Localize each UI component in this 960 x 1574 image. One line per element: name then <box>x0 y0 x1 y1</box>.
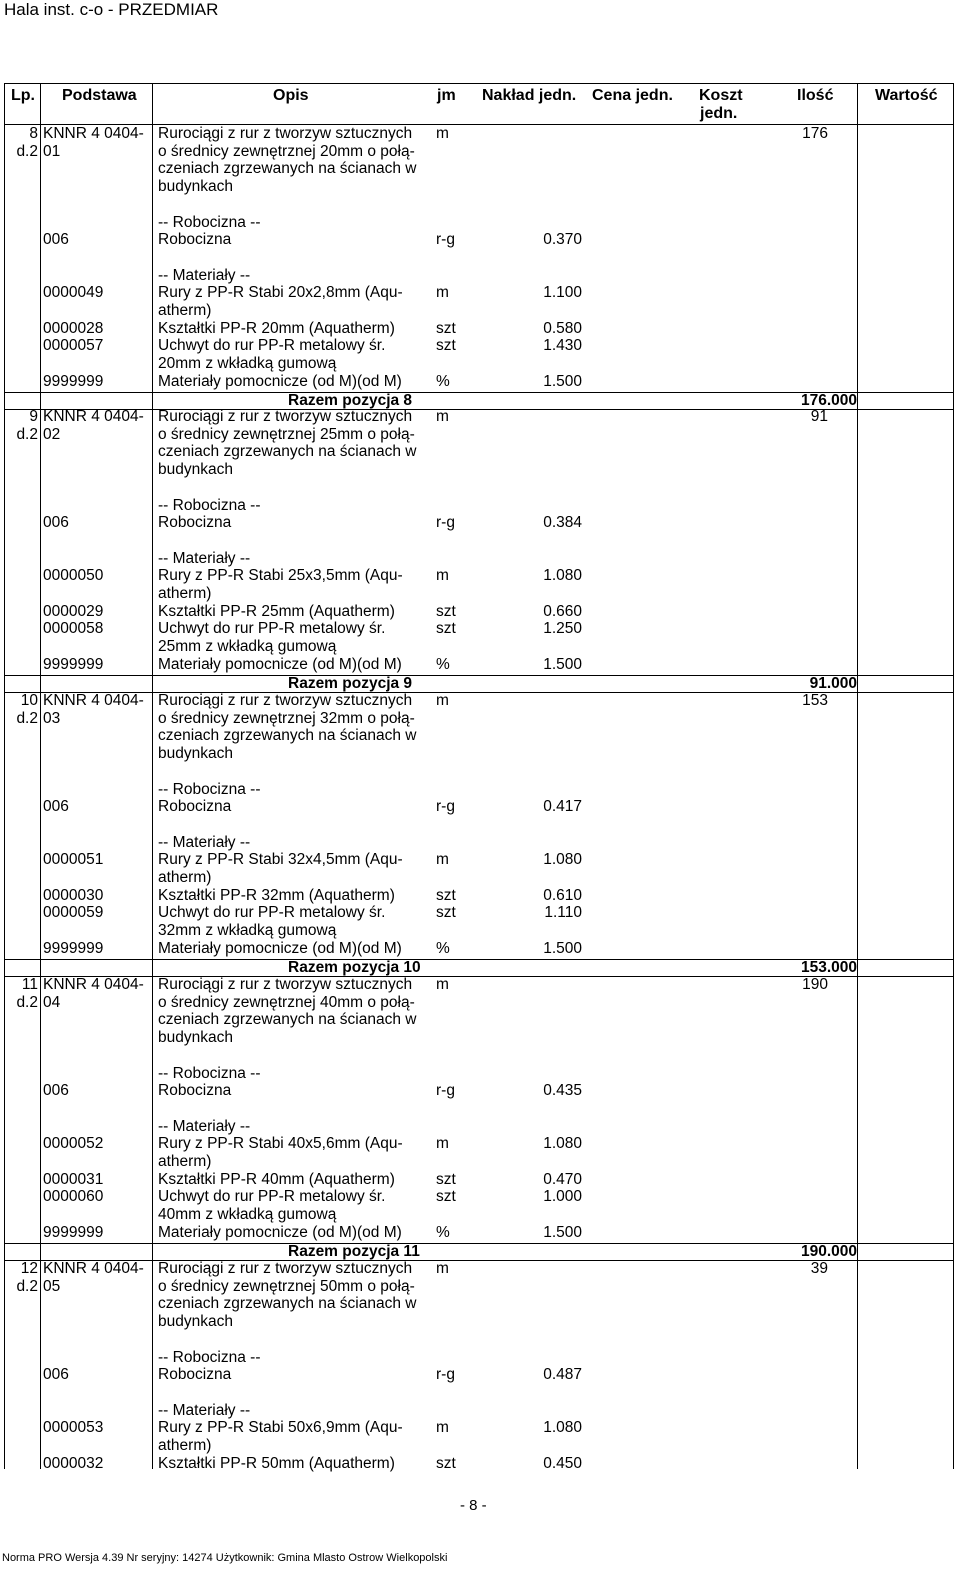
position-description: Rurociągi z rur z tworzyw sztucznych <box>158 976 413 993</box>
position-description: budynkach <box>158 1313 233 1331</box>
resource-code: 0000030 <box>43 886 104 904</box>
resource-code: 9999999 <box>43 655 104 673</box>
resource-code: 0000028 <box>43 319 104 337</box>
resource-name: Rury z PP-R Stabi 25x3,5mm (Aqu- <box>158 567 403 585</box>
position-quantity: 91 <box>810 408 828 425</box>
header-naklad: Nakład jedn. <box>482 87 577 104</box>
resource-unit: % <box>436 655 450 673</box>
resource-norm: 1.500 <box>543 372 582 390</box>
resource-unit: r-g <box>436 1082 455 1100</box>
resource-name: 40mm z wkładką gumową <box>158 1206 337 1224</box>
resource-unit: r-g <box>436 231 455 249</box>
resource-name: 25mm z wkładką gumową <box>158 638 337 656</box>
position-sub: d.2 <box>16 142 38 160</box>
position-description: budynkach <box>158 745 233 763</box>
table-header <box>4 83 954 125</box>
resource-code: 0000059 <box>43 904 104 922</box>
resource-norm: 1.500 <box>543 655 582 673</box>
resource-unit: szt <box>436 602 456 620</box>
position-basis-code: 04 <box>43 993 61 1011</box>
header-wartosc: Wartość <box>875 87 938 104</box>
resource-norm: 1.500 <box>543 939 582 957</box>
labor-section-header: -- Robocizna -- <box>158 496 261 514</box>
resource-name: atherm) <box>158 869 212 886</box>
resource-unit: szt <box>436 620 456 638</box>
position-number: 8 <box>29 125 38 142</box>
resource-name: Robocizna <box>158 231 232 249</box>
position-basis-code: 03 <box>43 709 61 727</box>
resource-unit: % <box>436 939 450 957</box>
position-basis-code: 05 <box>43 1277 61 1295</box>
resource-norm: 1.500 <box>543 1223 582 1241</box>
resource-code: 0000053 <box>43 1419 104 1437</box>
materials-section-header: -- Materiały -- <box>158 266 251 284</box>
materials-section-header: -- Materiały -- <box>158 1117 251 1135</box>
materials-section-header: -- Materiały -- <box>158 833 251 851</box>
resource-name: Uchwyt do rur PP-R metalowy śr. <box>158 620 386 638</box>
resource-name: atherm) <box>158 302 212 319</box>
position-description: budynkach <box>158 1029 233 1047</box>
document-title: Hala inst. c-o - PRZEDMIAR <box>4 0 219 19</box>
resource-norm: 0.487 <box>543 1366 582 1384</box>
resource-unit: m <box>436 284 449 302</box>
resource-code: 0000031 <box>43 1170 104 1188</box>
resource-code: 006 <box>43 1366 69 1384</box>
resource-norm: 1.250 <box>543 620 582 638</box>
header-cena: Cena jedn. <box>592 87 673 104</box>
resource-name: Kształtki PP-R 25mm (Aquatherm) <box>158 602 395 620</box>
position-sub: d.2 <box>16 1277 38 1295</box>
position-basis: KNNR 4 0404- <box>43 976 144 993</box>
position-description: czeniach zgrzewanych na ścianach w <box>158 160 417 178</box>
position-number: 11 <box>21 976 38 993</box>
resource-name: Materiały pomocnicze (od M)(od M) <box>158 372 402 390</box>
resource-code: 0000050 <box>43 567 104 585</box>
position-description: Rurociągi z rur z tworzyw sztucznych <box>158 692 413 709</box>
resource-name: 32mm z wkładką gumową <box>158 922 337 940</box>
position-unit: m <box>436 692 449 709</box>
resource-norm: 0.370 <box>543 231 582 249</box>
position-total-value: 153.000 <box>800 958 857 976</box>
column-divider <box>152 83 153 1469</box>
resource-unit: r-g <box>436 514 455 532</box>
position-unit: m <box>436 1260 449 1277</box>
resource-norm: 0.470 <box>543 1170 582 1188</box>
resource-code: 9999999 <box>43 939 104 957</box>
resource-unit: szt <box>436 904 456 922</box>
resource-code: 9999999 <box>43 1223 104 1241</box>
header-koszt: Koszt <box>699 87 743 104</box>
resource-name: Rury z PP-R Stabi 40x5,6mm (Aqu- <box>158 1135 403 1153</box>
position-unit: m <box>436 125 449 142</box>
resource-unit: % <box>436 1223 450 1241</box>
resource-norm: 1.080 <box>543 1419 582 1437</box>
resource-norm: 0.580 <box>543 319 582 337</box>
position-total-label: Razem pozycja 8 <box>288 391 413 409</box>
labor-section-header: -- Robocizna -- <box>158 1064 261 1082</box>
position-basis-code: 02 <box>43 425 61 443</box>
resource-name: Robocizna <box>158 1082 232 1100</box>
resource-unit: szt <box>436 337 456 355</box>
header-ilosc: Ilość <box>797 87 834 104</box>
resource-name: Robocizna <box>158 798 232 816</box>
resource-name: atherm) <box>158 1153 212 1170</box>
position-total-label: Razem pozycja 11 <box>288 1242 420 1260</box>
position-quantity: 39 <box>810 1260 828 1277</box>
resource-norm: 1.000 <box>543 1188 582 1206</box>
resource-unit: m <box>436 1419 449 1437</box>
column-divider <box>40 83 41 1469</box>
header-podstawa: Podstawa <box>62 87 137 104</box>
position-unit: m <box>436 408 449 425</box>
resource-name: Rury z PP-R Stabi 20x2,8mm (Aqu- <box>158 284 403 302</box>
position-total-value: 91.000 <box>809 674 857 692</box>
position-unit: m <box>436 976 449 993</box>
resource-name: 20mm z wkładką gumową <box>158 355 337 373</box>
resource-code: 0000058 <box>43 620 104 638</box>
position-total-value: 176.000 <box>800 391 857 409</box>
labor-section-header: -- Robocizna -- <box>158 213 261 231</box>
position-number: 12 <box>20 1260 38 1277</box>
resource-norm: 0.384 <box>543 514 582 532</box>
resource-unit: m <box>436 851 449 869</box>
resource-norm: 0.435 <box>543 1082 582 1100</box>
position-description: o średnicy zewnętrznej 25mm o połą- <box>158 425 415 443</box>
resource-norm: 1.100 <box>543 284 582 302</box>
resource-name: Uchwyt do rur PP-R metalowy śr. <box>158 337 386 355</box>
resource-norm: 1.080 <box>543 567 582 585</box>
resource-name: Kształtki PP-R 20mm (Aquatherm) <box>158 319 395 337</box>
position-description: Rurociągi z rur z tworzyw sztucznych <box>158 1260 413 1277</box>
resource-name: Kształtki PP-R 32mm (Aquatherm) <box>158 886 395 904</box>
materials-section-header: -- Materiały -- <box>158 549 251 567</box>
position-basis: KNNR 4 0404- <box>43 125 144 142</box>
position-description: czeniach zgrzewanych na ścianach w <box>158 1011 417 1029</box>
header-jm: jm <box>437 87 456 104</box>
position-sub: d.2 <box>16 425 38 443</box>
resource-unit: szt <box>436 1188 456 1206</box>
resource-code: 9999999 <box>43 372 104 390</box>
column-divider <box>857 83 858 1469</box>
position-total-value: 190.000 <box>800 1242 857 1260</box>
position-quantity: 153 <box>802 692 828 709</box>
resource-norm: 1.430 <box>543 337 582 355</box>
resource-code: 0000049 <box>43 284 104 302</box>
resource-unit: szt <box>436 886 456 904</box>
resource-name: Rury z PP-R Stabi 32x4,5mm (Aqu- <box>158 851 403 869</box>
position-number: 10 <box>20 692 38 709</box>
resource-unit: szt <box>436 319 456 337</box>
resource-name: Materiały pomocnicze (od M)(od M) <box>158 939 402 957</box>
position-basis: KNNR 4 0404- <box>43 692 144 709</box>
position-description: o średnicy zewnętrznej 40mm o połą- <box>158 993 415 1011</box>
position-description: Rurociągi z rur z tworzyw sztucznych <box>158 125 413 142</box>
labor-section-header: -- Robocizna -- <box>158 1348 261 1366</box>
resource-code: 0000060 <box>43 1188 104 1206</box>
position-description: czeniach zgrzewanych na ścianach w <box>158 1295 417 1313</box>
materials-section-header: -- Materiały -- <box>158 1401 251 1419</box>
resource-unit: m <box>436 1135 449 1153</box>
header-lp: Lp. <box>11 87 35 104</box>
resource-name: Materiały pomocnicze (od M)(od M) <box>158 1223 402 1241</box>
resource-code: 0000032 <box>43 1454 104 1472</box>
header-koszt-jedn: jedn. <box>700 105 738 122</box>
position-description: o średnicy zewnętrznej 32mm o połą- <box>158 709 415 727</box>
resource-norm: 1.110 <box>544 904 582 922</box>
resource-name: Uchwyt do rur PP-R metalowy śr. <box>158 904 386 922</box>
position-basis: KNNR 4 0404- <box>43 1260 144 1277</box>
position-quantity: 176 <box>802 125 828 142</box>
footer-text: Norma PRO Wersja 4.39 Nr seryjny: 14274 Użytkownik: Gmina Mlasto Ostrow Wielkopolski <box>2 1552 448 1564</box>
position-description: budynkach <box>158 178 233 196</box>
labor-section-header: -- Robocizna -- <box>158 780 261 798</box>
resource-unit: szt <box>436 1170 456 1188</box>
resource-unit: r-g <box>436 1366 455 1384</box>
resource-unit: % <box>436 372 450 390</box>
resource-unit: r-g <box>436 798 455 816</box>
position-total-label: Razem pozycja 10 <box>288 958 421 976</box>
resource-code: 0000052 <box>43 1135 104 1153</box>
position-description: o średnicy zewnętrznej 20mm o połą- <box>158 142 415 160</box>
resource-norm: 1.080 <box>543 851 582 869</box>
resource-norm: 0.660 <box>543 602 582 620</box>
resource-code: 006 <box>43 514 69 532</box>
resource-unit: szt <box>436 1454 456 1472</box>
position-description: budynkach <box>158 461 233 479</box>
position-basis: KNNR 4 0404- <box>43 408 144 425</box>
position-description: czeniach zgrzewanych na ścianach w <box>158 727 417 745</box>
position-basis-code: 01 <box>43 142 61 160</box>
position-sub: d.2 <box>16 709 38 727</box>
header-opis: Opis <box>273 87 309 104</box>
resource-norm: 0.417 <box>543 798 582 816</box>
position-sub: d.2 <box>16 993 38 1011</box>
resource-unit: m <box>436 567 449 585</box>
position-quantity: 190 <box>802 976 828 993</box>
position-description: o średnicy zewnętrznej 50mm o połą- <box>158 1277 415 1295</box>
resource-name: Kształtki PP-R 50mm (Aquatherm) <box>158 1454 395 1472</box>
resource-name: atherm) <box>158 585 212 602</box>
resource-code: 0000051 <box>43 851 104 869</box>
resource-name: atherm) <box>158 1437 212 1454</box>
resource-norm: 0.450 <box>543 1454 582 1472</box>
position-total-label: Razem pozycja 9 <box>288 674 413 692</box>
resource-name: Robocizna <box>158 514 232 532</box>
position-number: 9 <box>29 408 38 425</box>
resource-code: 0000029 <box>43 602 104 620</box>
resource-norm: 1.080 <box>543 1135 582 1153</box>
position-description: Rurociągi z rur z tworzyw sztucznych <box>158 408 413 425</box>
resource-name: Uchwyt do rur PP-R metalowy śr. <box>158 1188 386 1206</box>
resource-name: Materiały pomocnicze (od M)(od M) <box>158 655 402 673</box>
resource-code: 006 <box>43 1082 69 1100</box>
resource-norm: 0.610 <box>543 886 582 904</box>
resource-code: 006 <box>43 798 69 816</box>
position-description: czeniach zgrzewanych na ścianach w <box>158 443 417 461</box>
resource-name: Robocizna <box>158 1366 232 1384</box>
page-number: - 8 - <box>460 1497 487 1514</box>
resource-code: 006 <box>43 231 69 249</box>
resource-name: Kształtki PP-R 40mm (Aquatherm) <box>158 1170 395 1188</box>
resource-code: 0000057 <box>43 337 104 355</box>
resource-name: Rury z PP-R Stabi 50x6,9mm (Aqu- <box>158 1419 403 1437</box>
